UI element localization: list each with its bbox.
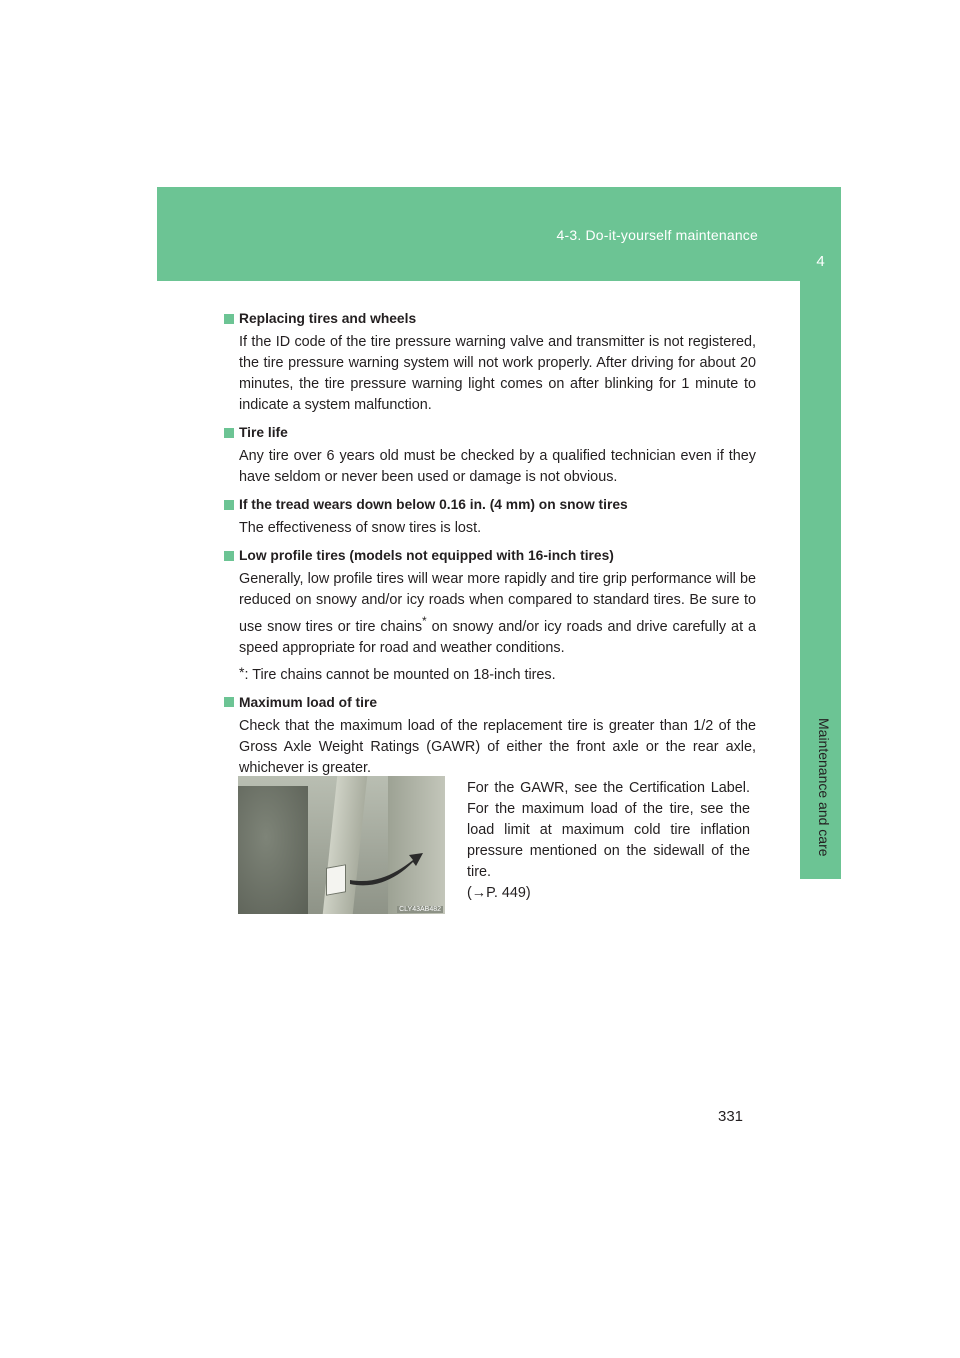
section-tread-wear: [224, 494, 756, 539]
certification-label-photo: [238, 776, 445, 914]
asterisk-mark: *: [239, 663, 245, 680]
bullet-square-icon: [224, 314, 234, 324]
section-heading: Tire life: [239, 425, 288, 440]
section-body: Check that the maximum load of the replacement tire is greater than 1/2 of the Gross Axle Weight Ratings (GAWR) of either the front axle or the rear axle, whichever is greater.: [239, 717, 756, 776]
main-content: [224, 308, 756, 785]
section-heading: Low profile tires (models not equipped with 16-inch tires): [239, 548, 614, 563]
chapter-label: Maintenance and care: [816, 718, 832, 857]
figure-code: CLY43AB482: [399, 906, 441, 913]
section-body: [224, 569, 756, 659]
header-band: [157, 187, 800, 281]
section-heading: Maximum load of tire: [239, 694, 377, 710]
pointer-arrow-icon: [238, 776, 445, 914]
body-text: Generally, low profile tires will wear more rapidly and tire grip performance will be reduced on snowy and/or icy roads when compared to standard tires. Be sure to use snow tires or tire chains: [239, 571, 756, 635]
section-body: The effectiveness of snow tires is lost.: [239, 520, 482, 536]
section-tire-life: [224, 422, 756, 488]
chapter-label-wrap: [812, 718, 832, 857]
caption-text: For the GAWR, see the Certification Label. For the maximum load of the tire, see the load limit at maximum cold tire inflation pressure mentioned on the sidewall of the tire.: [467, 780, 750, 880]
section-title: 4-3. Do-it-yourself maintenance: [556, 227, 758, 243]
bullet-square-icon: [224, 428, 234, 438]
page-reference: (→P. 449): [467, 885, 531, 901]
bullet-square-icon: [224, 500, 234, 510]
section-heading: If the tread wears down below 0.16 in. (4 mm) on snow tires: [239, 497, 628, 512]
section-heading: Replacing tires and wheels: [239, 311, 417, 326]
figure-row: [238, 776, 750, 914]
bullet-square-icon: [224, 697, 234, 707]
body-text: on snowy and/or icy roads and drive carefully at a speed appropriate for road and weather conditions.: [239, 618, 756, 656]
figure-caption: [467, 778, 750, 904]
section-maximum-load: [224, 692, 756, 779]
asterisk-mark: *: [422, 614, 427, 628]
chapter-number: 4: [816, 253, 825, 270]
footnote-text: : Tire chains cannot be mounted on 18-inch tires.: [244, 666, 556, 683]
bullet-square-icon: [224, 551, 234, 561]
section-replacing-tires: [224, 308, 756, 416]
section-body: Any tire over 6 years old must be checked by a qualified technician even if they have seldom or never been used or damage is not obvious.: [239, 448, 756, 485]
section-body: If the ID code of the tire pressure warning valve and transmitter is not registered, the tire pressure warning system will not work properly. After driving for about 20 minutes, the tire pressure warning light comes on after blinking for 1 minute to indicate a system malfunction.: [239, 334, 756, 413]
section-low-profile-tires: [224, 545, 756, 686]
footnote: [224, 665, 756, 686]
page-number: 331: [718, 1108, 744, 1125]
